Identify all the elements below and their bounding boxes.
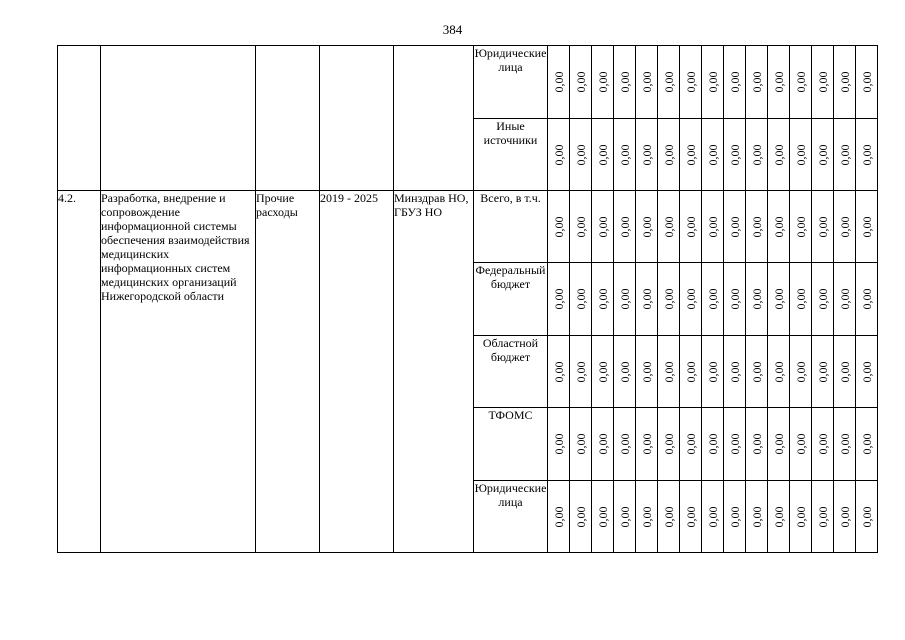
value-text: 0,00	[859, 506, 874, 527]
value-text: 0,00	[815, 288, 830, 310]
value-cell	[746, 481, 768, 553]
value-text: 0,00	[573, 71, 588, 93]
value-cell	[856, 408, 878, 481]
cell-name	[101, 46, 256, 191]
value-text: 0,00	[749, 216, 764, 237]
value-cell	[548, 46, 570, 119]
value-cell	[614, 46, 636, 119]
value-cell	[680, 263, 702, 336]
value-cell	[636, 191, 658, 263]
value-text: 0,00	[771, 433, 786, 455]
value-text: 0,00	[705, 71, 720, 93]
cell-number	[58, 46, 101, 191]
value-cell	[548, 336, 570, 408]
value-text: 0,00	[617, 361, 632, 382]
value-text: 0,00	[771, 288, 786, 310]
value-text: 0,00	[837, 144, 852, 165]
value-text: 0,00	[661, 433, 676, 455]
value-text: 0,00	[771, 506, 786, 527]
value-text: 0,00	[617, 216, 632, 237]
value-cell	[636, 263, 658, 336]
value-cell	[702, 191, 724, 263]
value-text: 0,00	[551, 216, 566, 237]
value-text: 0,00	[771, 361, 786, 382]
value-cell	[548, 191, 570, 263]
value-text: 0,00	[705, 433, 720, 455]
value-text: 0,00	[749, 144, 764, 165]
value-cell	[724, 263, 746, 336]
value-text: 0,00	[815, 433, 830, 455]
value-text: 0,00	[859, 433, 874, 455]
item-number: 4.2.	[58, 191, 101, 553]
value-text: 0,00	[727, 144, 742, 165]
value-cell	[834, 119, 856, 191]
value-text: 0,00	[793, 216, 808, 237]
value-text: 0,00	[639, 71, 654, 93]
value-cell	[592, 119, 614, 191]
value-cell	[614, 408, 636, 481]
value-cell	[856, 336, 878, 408]
value-cell	[834, 408, 856, 481]
value-text: 0,00	[793, 288, 808, 310]
value-text: 0,00	[617, 144, 632, 165]
value-cell	[592, 481, 614, 553]
value-cell	[614, 191, 636, 263]
value-cell	[724, 119, 746, 191]
value-text: 0,00	[771, 144, 786, 165]
value-cell	[856, 481, 878, 553]
value-cell	[834, 481, 856, 553]
item-name: Разработка, внедрение и сопровождение информационной системы обеспечения взаимодействия медицинских информационных систем медицинских организаций Нижегородской области	[101, 191, 256, 553]
value-cell	[834, 336, 856, 408]
value-cell	[658, 263, 680, 336]
value-text: 0,00	[661, 506, 676, 527]
value-text: 0,00	[837, 433, 852, 455]
value-text: 0,00	[661, 288, 676, 310]
value-cell	[548, 119, 570, 191]
value-text: 0,00	[727, 71, 742, 93]
value-text: 0,00	[551, 433, 566, 455]
value-text: 0,00	[683, 433, 698, 455]
value-text: 0,00	[837, 71, 852, 93]
funding-source: Всего, в т.ч.	[474, 191, 548, 263]
value-cell	[768, 481, 790, 553]
value-text: 0,00	[749, 361, 764, 382]
value-text: 0,00	[815, 144, 830, 165]
value-text: 0,00	[727, 288, 742, 310]
value-cell	[768, 46, 790, 119]
value-cell	[570, 46, 592, 119]
value-text: 0,00	[815, 361, 830, 382]
value-text: 0,00	[639, 361, 654, 382]
value-cell	[548, 263, 570, 336]
value-cell	[658, 336, 680, 408]
value-cell	[614, 336, 636, 408]
value-text: 0,00	[727, 506, 742, 527]
value-cell	[724, 46, 746, 119]
value-text: 0,00	[683, 288, 698, 310]
value-text: 0,00	[595, 361, 610, 382]
period: 2019 - 2025	[320, 191, 394, 553]
value-text: 0,00	[595, 71, 610, 93]
value-cell	[768, 191, 790, 263]
value-cell	[570, 263, 592, 336]
value-cell	[768, 408, 790, 481]
value-cell	[570, 481, 592, 553]
value-text: 0,00	[793, 361, 808, 382]
value-cell	[790, 481, 812, 553]
value-cell	[636, 408, 658, 481]
value-text: 0,00	[683, 506, 698, 527]
value-text: 0,00	[639, 216, 654, 237]
value-cell	[548, 481, 570, 553]
value-text: 0,00	[793, 144, 808, 165]
value-text: 0,00	[683, 216, 698, 237]
funding-source: Иные источники	[474, 119, 548, 191]
value-cell	[702, 263, 724, 336]
value-cell	[768, 336, 790, 408]
value-text: 0,00	[705, 361, 720, 382]
value-cell	[548, 408, 570, 481]
value-text: 0,00	[815, 506, 830, 527]
value-cell	[812, 481, 834, 553]
value-text: 0,00	[573, 361, 588, 382]
value-text: 0,00	[617, 506, 632, 527]
value-cell	[658, 119, 680, 191]
value-text: 0,00	[617, 288, 632, 310]
value-text: 0,00	[683, 144, 698, 165]
value-text: 0,00	[837, 288, 852, 310]
value-text: 0,00	[859, 144, 874, 165]
value-text: 0,00	[617, 433, 632, 455]
value-cell	[658, 191, 680, 263]
value-cell	[680, 481, 702, 553]
value-cell	[614, 263, 636, 336]
value-text: 0,00	[573, 216, 588, 237]
value-cell	[658, 46, 680, 119]
cell-period	[320, 46, 394, 191]
value-cell	[680, 408, 702, 481]
value-text: 0,00	[573, 144, 588, 165]
value-text: 0,00	[727, 433, 742, 455]
value-cell	[702, 481, 724, 553]
value-cell	[856, 46, 878, 119]
value-cell	[724, 336, 746, 408]
value-text: 0,00	[837, 216, 852, 237]
value-cell	[746, 336, 768, 408]
value-cell	[746, 119, 768, 191]
value-cell	[570, 191, 592, 263]
value-text: 0,00	[683, 361, 698, 382]
value-cell	[636, 119, 658, 191]
value-text: 0,00	[551, 71, 566, 93]
value-text: 0,00	[661, 361, 676, 382]
value-cell	[746, 46, 768, 119]
value-text: 0,00	[749, 71, 764, 93]
page-number: 384	[442, 22, 463, 37]
value-cell	[812, 263, 834, 336]
value-cell	[636, 46, 658, 119]
value-cell	[746, 263, 768, 336]
value-cell	[570, 408, 592, 481]
value-text: 0,00	[595, 506, 610, 527]
value-text: 0,00	[639, 506, 654, 527]
value-text: 0,00	[771, 71, 786, 93]
value-text: 0,00	[661, 216, 676, 237]
value-cell	[592, 336, 614, 408]
value-text: 0,00	[705, 288, 720, 310]
value-cell	[790, 119, 812, 191]
value-cell	[812, 408, 834, 481]
value-text: 0,00	[595, 288, 610, 310]
value-cell	[702, 119, 724, 191]
value-text: 0,00	[617, 71, 632, 93]
value-cell	[724, 481, 746, 553]
value-text: 0,00	[683, 71, 698, 93]
value-cell	[768, 263, 790, 336]
value-text: 0,00	[595, 433, 610, 455]
value-text: 0,00	[661, 144, 676, 165]
value-cell	[812, 46, 834, 119]
value-text: 0,00	[551, 361, 566, 382]
funding-source: Юридические лица	[474, 481, 548, 553]
value-cell	[746, 191, 768, 263]
value-text: 0,00	[661, 71, 676, 93]
value-text: 0,00	[793, 71, 808, 93]
value-cell	[702, 408, 724, 481]
value-cell	[790, 263, 812, 336]
funding-source: Областной бюджет	[474, 336, 548, 408]
value-cell	[592, 408, 614, 481]
value-text: 0,00	[573, 433, 588, 455]
value-cell	[614, 119, 636, 191]
value-cell	[702, 336, 724, 408]
value-text: 0,00	[727, 361, 742, 382]
value-cell	[790, 191, 812, 263]
funding-source: ТФОМС	[474, 408, 548, 481]
value-cell	[658, 481, 680, 553]
value-text: 0,00	[859, 71, 874, 93]
value-cell	[680, 46, 702, 119]
value-cell	[680, 336, 702, 408]
value-text: 0,00	[837, 506, 852, 527]
value-cell	[834, 46, 856, 119]
value-text: 0,00	[859, 216, 874, 237]
value-cell	[680, 119, 702, 191]
value-text: 0,00	[595, 144, 610, 165]
value-text: 0,00	[727, 216, 742, 237]
value-cell	[658, 408, 680, 481]
value-cell	[592, 46, 614, 119]
value-cell	[790, 408, 812, 481]
value-cell	[856, 191, 878, 263]
value-cell	[570, 336, 592, 408]
value-cell	[680, 191, 702, 263]
value-text: 0,00	[551, 144, 566, 165]
value-cell	[636, 481, 658, 553]
value-cell	[592, 191, 614, 263]
value-text: 0,00	[793, 433, 808, 455]
value-text: 0,00	[705, 216, 720, 237]
value-text: 0,00	[551, 506, 566, 527]
value-text: 0,00	[573, 506, 588, 527]
value-cell	[592, 263, 614, 336]
expense-type: Прочие расходы	[256, 191, 320, 553]
value-text: 0,00	[815, 71, 830, 93]
value-text: 0,00	[639, 288, 654, 310]
value-cell	[702, 46, 724, 119]
value-cell	[724, 191, 746, 263]
value-text: 0,00	[749, 506, 764, 527]
funding-source: Юридические лица	[474, 46, 548, 119]
value-text: 0,00	[639, 144, 654, 165]
value-cell	[812, 119, 834, 191]
value-text: 0,00	[771, 216, 786, 237]
funding-source: Федеральный бюджет	[474, 263, 548, 336]
value-cell	[768, 119, 790, 191]
value-text: 0,00	[749, 288, 764, 310]
value-cell	[570, 119, 592, 191]
value-text: 0,00	[859, 288, 874, 310]
value-text: 0,00	[837, 361, 852, 382]
value-text: 0,00	[639, 433, 654, 455]
value-cell	[834, 263, 856, 336]
value-text: 0,00	[793, 506, 808, 527]
cell-executor	[394, 46, 474, 191]
value-text: 0,00	[859, 361, 874, 382]
value-cell	[812, 336, 834, 408]
value-cell	[834, 191, 856, 263]
value-text: 0,00	[551, 288, 566, 310]
value-cell	[812, 191, 834, 263]
budget-table	[57, 45, 878, 553]
value-text: 0,00	[815, 216, 830, 237]
value-cell	[636, 336, 658, 408]
value-text: 0,00	[749, 433, 764, 455]
value-cell	[614, 481, 636, 553]
executor: Минздрав НО, ГБУЗ НО	[394, 191, 474, 553]
value-text: 0,00	[705, 506, 720, 527]
table-row	[58, 191, 878, 263]
table-row	[58, 46, 878, 119]
value-text: 0,00	[705, 144, 720, 165]
value-cell	[790, 46, 812, 119]
value-cell	[746, 408, 768, 481]
cell-expense	[256, 46, 320, 191]
value-cell	[856, 263, 878, 336]
value-cell	[724, 408, 746, 481]
value-text: 0,00	[595, 216, 610, 237]
value-cell	[856, 119, 878, 191]
value-text: 0,00	[573, 288, 588, 310]
value-cell	[790, 336, 812, 408]
